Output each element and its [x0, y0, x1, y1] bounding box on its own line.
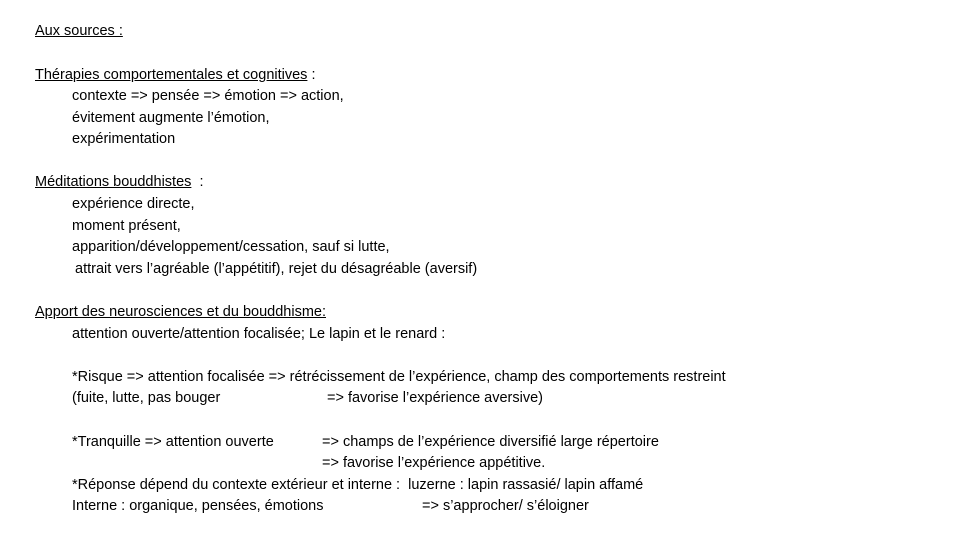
apport-line-1: attention ouverte/attention focalisée; Le lapin et le renard :	[72, 326, 446, 342]
tranquille-line-1-right: => champs de l’expérience diversifié large répertoire	[322, 434, 659, 450]
tranquille-line-2: => favorise l’expérience appétitive.	[322, 455, 546, 471]
reponse-line-2-left: Interne : organique, pensées, émotions	[72, 498, 324, 514]
meditations-heading: Méditations bouddhistes	[35, 174, 192, 190]
meditations-heading-line	[35, 174, 203, 191]
tcc-heading: Thérapies comportementales et cognitives	[35, 67, 308, 83]
meditations-line-2: moment présent,	[72, 218, 181, 234]
reponse-line-1: *Réponse dépend du contexte extérieur et interne : luzerne : lapin rassasié/ lapin affamé	[72, 477, 644, 493]
meditations-line-3: apparition/développement/cessation, sauf si lutte,	[72, 239, 390, 255]
tcc-line-3: expérimentation	[72, 131, 176, 147]
page-title	[35, 23, 123, 40]
tcc-heading-line	[35, 67, 315, 84]
risque-line-2	[72, 390, 543, 407]
tcc-line-1: contexte => pensée => émotion => action,	[72, 88, 344, 104]
tranquille-line-1-left: *Tranquille => attention ouverte	[72, 434, 274, 450]
tranquille-line-1	[72, 434, 659, 451]
tcc-line-2: évitement augmente l’émotion,	[72, 110, 270, 126]
apport-heading-line	[35, 304, 326, 321]
reponse-line-2	[72, 498, 589, 515]
meditations-heading-suffix: :	[191, 174, 204, 190]
meditations-line-4: attrait vers l’agréable (l’appétitif), rejet du désagréable (aversif)	[75, 261, 478, 277]
tcc-heading-suffix: :	[307, 67, 316, 83]
page-title-text: Aux sources :	[35, 23, 123, 39]
risque-line-2-left: (fuite, lutte, pas bouger	[72, 390, 221, 406]
reponse-line-2-right: => s’approcher/ s’éloigner	[422, 498, 589, 514]
meditations-line-1: expérience directe,	[72, 196, 195, 212]
risque-line-1: *Risque => attention focalisée => rétrécissement de l’expérience, champ des comportements restreint	[72, 369, 726, 385]
apport-heading: Apport des neurosciences et du bouddhisme:	[35, 304, 326, 320]
risque-line-2-right: => favorise l’expérience aversive)	[327, 390, 543, 406]
